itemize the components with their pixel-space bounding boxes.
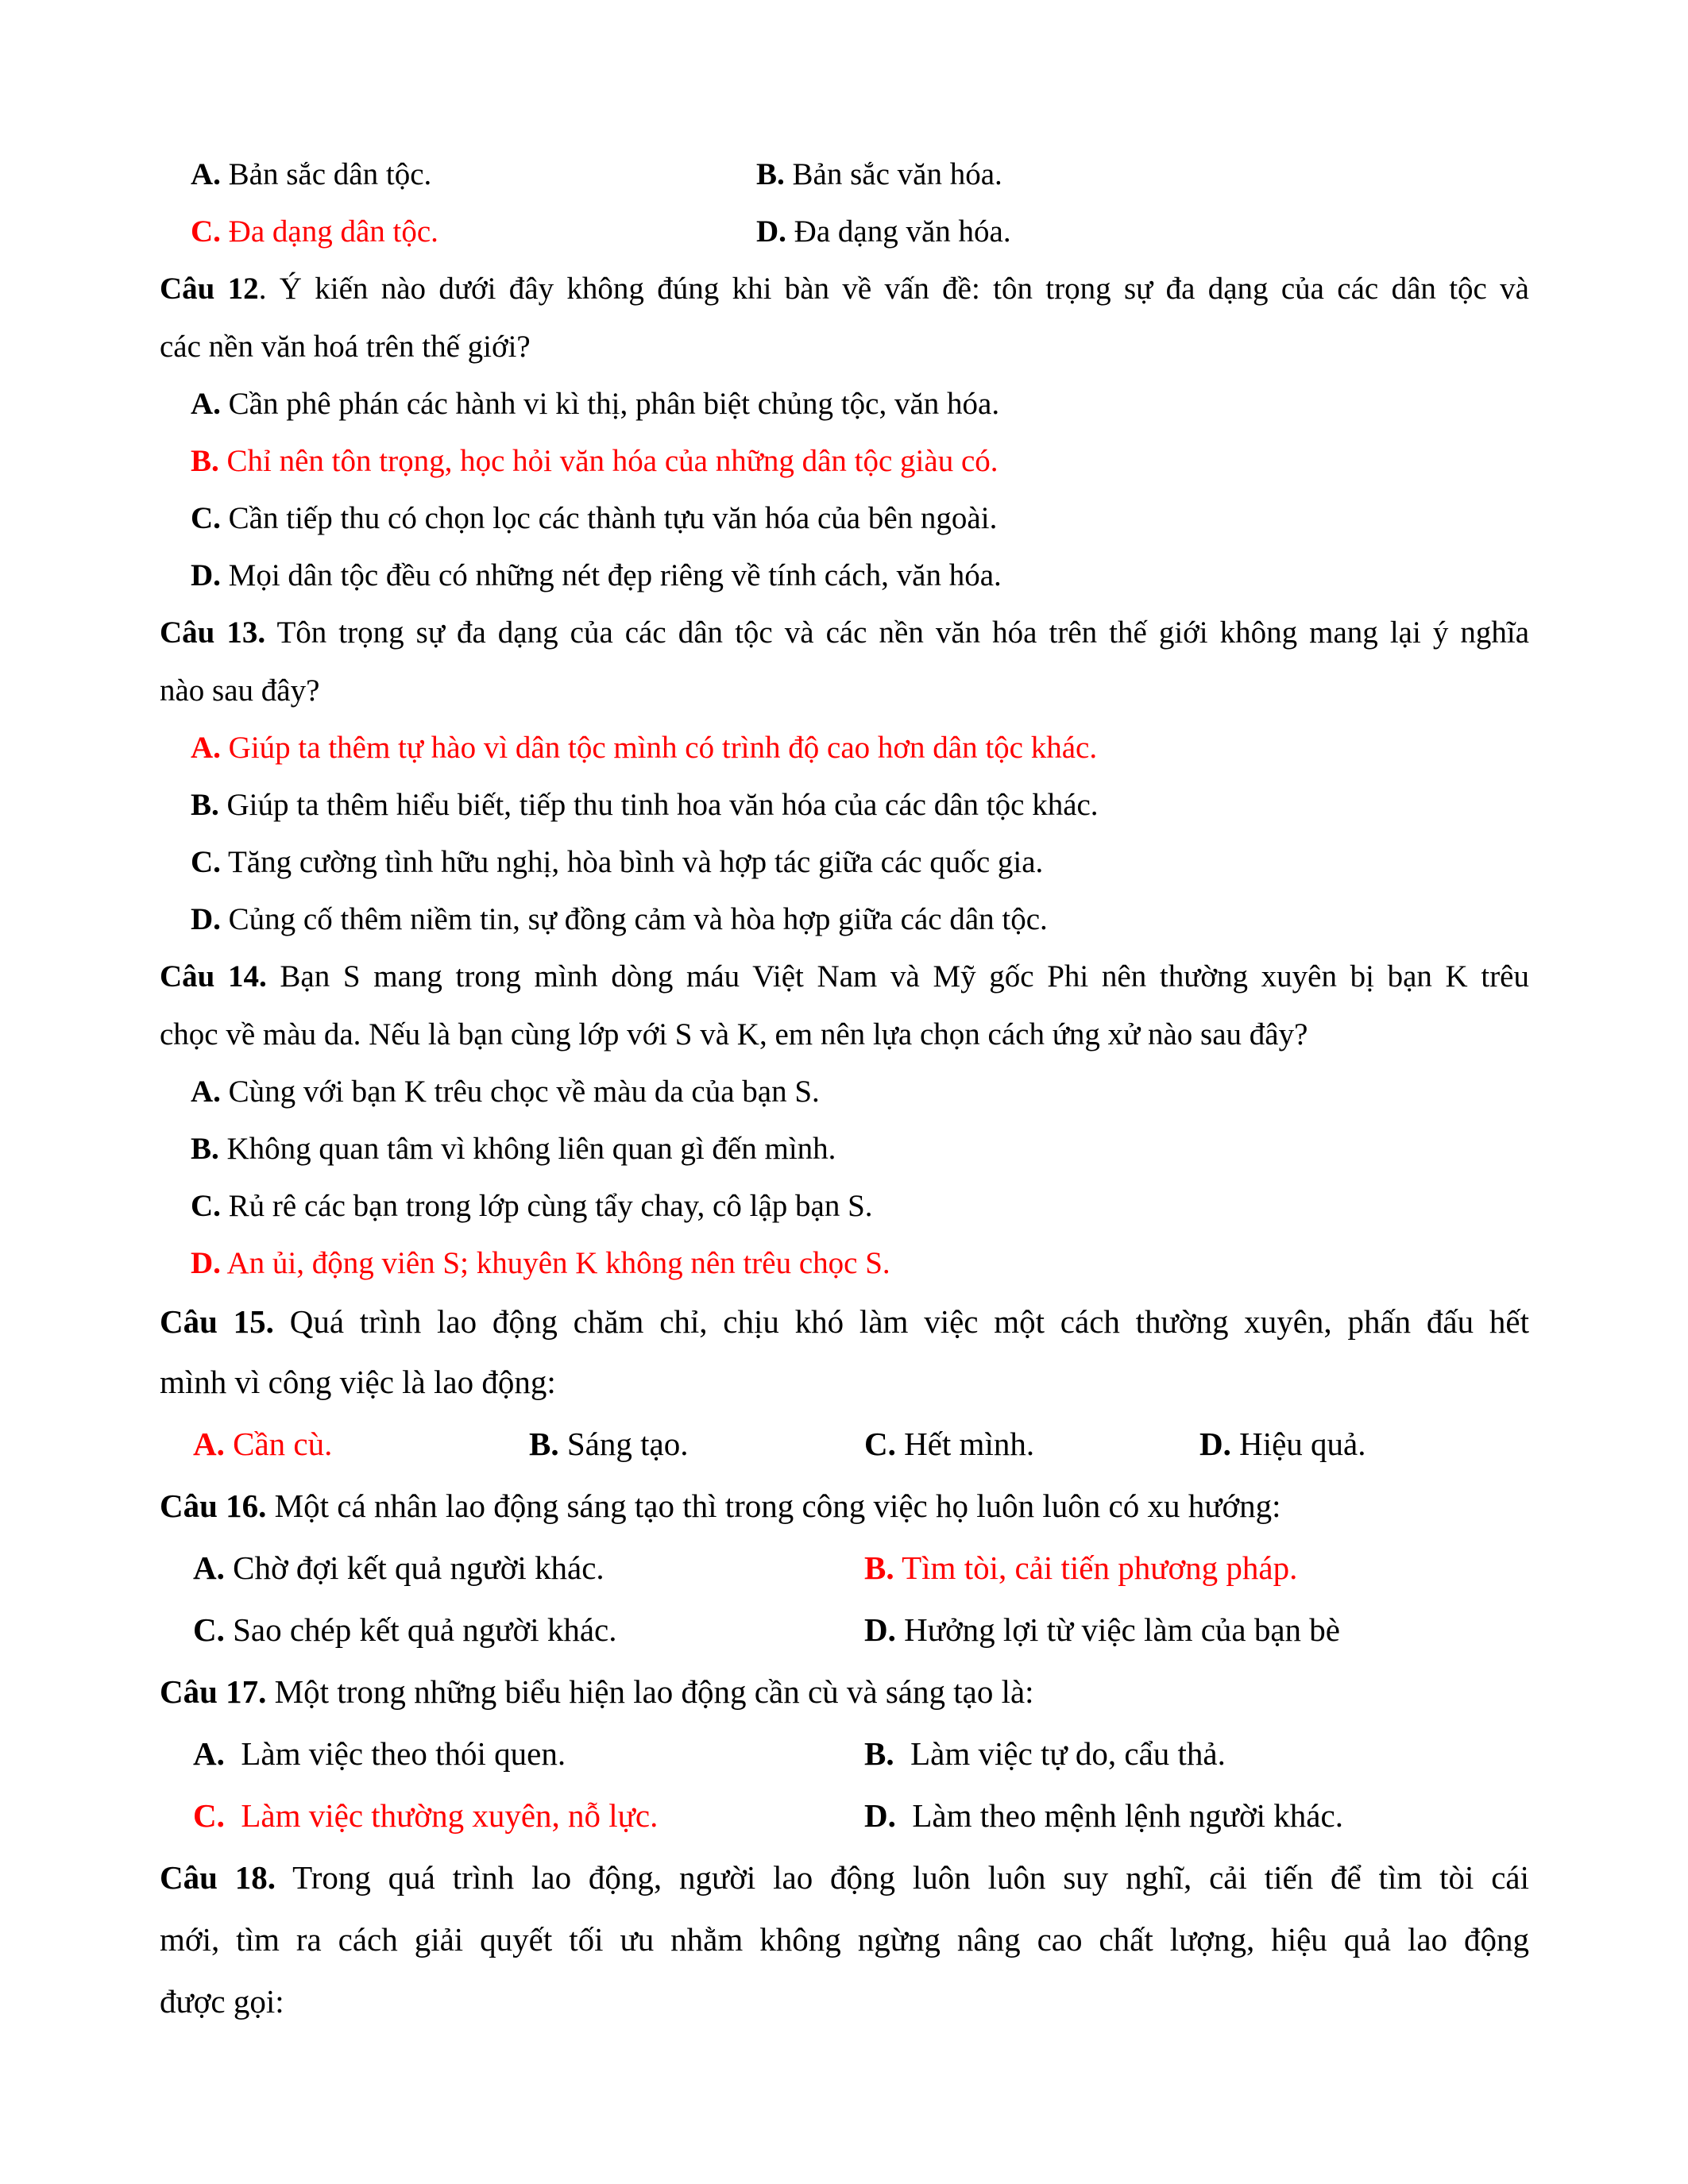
q16-option-a — [193, 1549, 605, 1587]
option-label: C. — [193, 1611, 225, 1648]
q16-option-d — [864, 1611, 1340, 1649]
q18-stem-line-2: mới, tìm ra cách giải quyết tối ưu nhằm không ngừng nâng cao chất lượng, hiệu quả lao động — [160, 1921, 1529, 1958]
question-label: Câu 16. — [160, 1488, 267, 1524]
option-text: Bản sắc văn hóa. — [784, 157, 1002, 191]
option-text: Đa dạng văn hóa. — [786, 214, 1011, 249]
option-text: Làm việc theo thói quen. — [224, 1735, 566, 1772]
question-text: Trong quá trình lao động, người lao động luôn luôn suy nghĩ, cải tiến để tìm tòi cái — [276, 1859, 1529, 1896]
option-text: Sao chép kết quả người khác. — [224, 1611, 617, 1648]
q15-option-a-correct — [193, 1425, 332, 1463]
option-label: C. — [191, 501, 221, 535]
q15-option-c — [864, 1425, 1034, 1463]
q12-option-d — [191, 557, 1002, 595]
option-label: A. — [191, 731, 221, 765]
q14-option-a — [191, 1073, 820, 1111]
option-label: B. — [864, 1549, 894, 1586]
option-text: Không quan tâm vì không liên quan gì đến mình. — [218, 1132, 836, 1166]
option-text: Cùng với bạn K trêu chọc về màu da của bạn S. — [220, 1075, 820, 1109]
option-label: D. — [756, 214, 786, 249]
option-label: A. — [191, 157, 221, 191]
q17-option-d — [864, 1796, 1343, 1835]
question-label: Câu 15. — [160, 1303, 274, 1340]
option-text: Giúp ta thêm hiểu biết, tiếp thu tinh hoa văn hóa của các dân tộc khác. — [218, 788, 1099, 822]
option-text: Sáng tạo. — [558, 1426, 689, 1462]
option-label: D. — [1199, 1426, 1231, 1462]
option-text: Giúp ta thêm tự hào vì dân tộc mình có trình độ cao hơn dân tộc khác. — [220, 731, 1098, 765]
q12-option-a — [191, 385, 999, 423]
q14-option-b — [191, 1130, 836, 1168]
option-label: A. — [193, 1549, 225, 1586]
option-label: D. — [864, 1797, 896, 1834]
q17-stem — [160, 1673, 1034, 1711]
question-text: Quá trình lao động chăm chỉ, chịu khó làm việc một cách thường xuyên, phấn đấu hết — [273, 1303, 1529, 1340]
option-text: Làm việc tự do, cẩu thả. — [894, 1735, 1226, 1772]
q15-stem-line-1 — [160, 1302, 1529, 1341]
option-label: C. — [191, 845, 221, 879]
q15-stem-line-2: mình vì công việc là lao động: — [160, 1364, 556, 1400]
q13-option-b — [191, 786, 1099, 824]
option-text: Bản sắc dân tộc. — [220, 157, 432, 191]
option-text: Đa dạng dân tộc. — [220, 214, 438, 249]
question-text: Một cá nhân lao động sáng tạo thì trong công việc họ luôn luôn có xu hướng: — [266, 1488, 1281, 1524]
option-label: B. — [191, 444, 219, 478]
q11-option-b — [756, 156, 1002, 194]
q15-option-d — [1199, 1425, 1366, 1463]
question-label: Câu 17. — [160, 1673, 267, 1710]
q13-option-d — [191, 901, 1048, 939]
option-text: Tìm tòi, cải tiến phương pháp. — [894, 1549, 1298, 1586]
q13-stem-line-1 — [160, 614, 1529, 652]
q14-stem-line-1 — [160, 958, 1529, 996]
q12-stem-line-1 — [160, 270, 1529, 308]
option-text: Hưởng lợi từ việc làm của bạn bè — [895, 1611, 1341, 1648]
option-label: C. — [193, 1797, 225, 1834]
option-text: Làm theo mệnh lệnh người khác. — [895, 1797, 1343, 1834]
q11-option-d — [756, 213, 1011, 251]
q16-option-b-correct — [864, 1549, 1297, 1587]
option-label: B. — [191, 788, 219, 822]
q16-stem — [160, 1487, 1281, 1525]
option-text: Hết mình. — [895, 1426, 1035, 1462]
option-label: A. — [193, 1735, 225, 1772]
q12-stem-line-2: các nền văn hoá trên thế giới? — [160, 330, 531, 364]
option-label: D. — [864, 1611, 896, 1648]
q16-option-c — [193, 1611, 616, 1649]
q13-stem-line-2: nào sau đây? — [160, 673, 320, 708]
option-text: Cần tiếp thu có chọn lọc các thành tựu văn hóa của bên ngoài. — [220, 501, 998, 535]
option-label: A. — [191, 1075, 221, 1109]
question-label: Câu 12 — [160, 272, 259, 306]
question-label: Câu 14. — [160, 959, 267, 994]
question-text: Một trong những biểu hiện lao động cần cù và sáng tạo là: — [266, 1673, 1034, 1710]
option-text: Củng cố thêm niềm tin, sự đồng cảm và hòa hợp giữa các dân tộc. — [220, 902, 1048, 936]
question-text: . Ý kiến nào dưới đây không đúng khi bàn về vấn đề: tôn trọng sự đa dạng của các dân tộc và — [258, 272, 1529, 306]
option-label: D. — [191, 1246, 221, 1280]
option-label: D. — [191, 902, 221, 936]
q11-option-c-correct — [191, 213, 438, 251]
question-label: Câu 13. — [160, 615, 266, 650]
option-label: A. — [193, 1426, 225, 1462]
q13-option-a-correct — [191, 729, 1097, 767]
option-label: C. — [191, 214, 221, 249]
option-label: D. — [191, 558, 221, 592]
option-text: Tăng cường tình hữu nghị, hòa bình và hợp tác giữa các quốc gia. — [220, 845, 1044, 879]
option-label: C. — [864, 1426, 896, 1462]
option-label: B. — [529, 1426, 559, 1462]
option-text: Cần cù. — [224, 1426, 333, 1462]
q17-option-b — [864, 1734, 1226, 1773]
option-text: Rủ rê các bạn trong lớp cùng tẩy chay, cô lập bạn S. — [220, 1189, 873, 1223]
option-label: C. — [191, 1189, 221, 1223]
q14-option-d-correct — [191, 1244, 890, 1283]
option-text: Chờ đợi kết quả người khác. — [224, 1549, 605, 1586]
q12-option-c — [191, 500, 997, 538]
q12-option-b-correct — [191, 442, 999, 480]
option-text: Chỉ nên tôn trọng, học hỏi văn hóa của những dân tộc giàu có. — [218, 444, 999, 478]
option-label: B. — [756, 157, 785, 191]
option-text: Cần phê phán các hành vi kì thị, phân biệt chủng tộc, văn hóa. — [220, 387, 1000, 421]
option-text: Mọi dân tộc đều có những nét đẹp riêng về tính cách, văn hóa. — [220, 558, 1002, 592]
question-label: Câu 18. — [160, 1859, 276, 1896]
q11-option-a — [191, 156, 431, 194]
q18-stem-line-3: được gọi: — [160, 1983, 284, 2020]
option-label: B. — [191, 1132, 219, 1166]
option-text: Làm việc thường xuyên, nỗ lực. — [224, 1797, 659, 1834]
q17-option-c-correct — [193, 1796, 658, 1835]
option-label: B. — [864, 1735, 894, 1772]
q14-stem-line-2: chọc về màu da. Nếu là bạn cùng lớp với S và K, em nên lựa chọn cách ứng xử nào sau đây? — [160, 1017, 1308, 1051]
option-text: An ủi, động viên S; khuyên K không nên trêu chọc S. — [220, 1246, 890, 1280]
q14-option-c — [191, 1187, 873, 1225]
question-text: Bạn S mang trong mình dòng máu Việt Nam và Mỹ gốc Phi nên thường xuyên bị bạn K trêu — [266, 959, 1529, 994]
q15-option-b — [529, 1425, 688, 1463]
q13-option-c — [191, 843, 1043, 882]
q18-stem-line-1 — [160, 1858, 1529, 1897]
option-text: Hiệu quả. — [1230, 1426, 1366, 1462]
q17-option-a — [193, 1734, 566, 1773]
question-text: Tôn trọng sự đa dạng của các dân tộc và các nền văn hóa trên thế giới không mang lại ý nghĩa — [265, 615, 1530, 650]
option-label: A. — [191, 387, 221, 421]
